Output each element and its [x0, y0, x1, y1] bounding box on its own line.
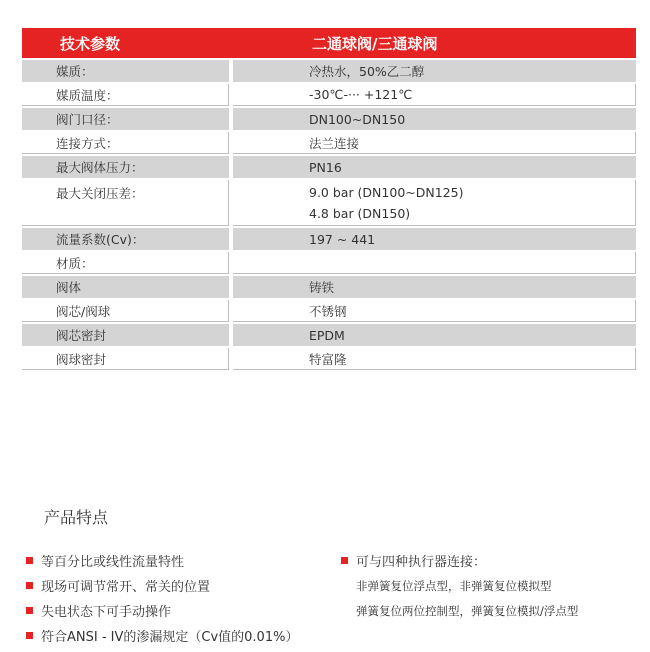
row-value [233, 180, 636, 226]
row-value [233, 252, 636, 274]
row-value: PN16 [233, 156, 636, 178]
table-row [22, 348, 636, 370]
table-row [22, 228, 636, 250]
row-label: 连接方式： [22, 132, 229, 154]
feature-text: 现场可调节常开、常关的位置 [41, 580, 211, 595]
features-right-list [341, 548, 578, 623]
row-value: -30℃-··· +121℃ [233, 84, 636, 106]
table-header [22, 28, 636, 58]
row-value-line1: 9.0 bar (DN100~DN125) [309, 184, 464, 200]
table-row [22, 84, 636, 106]
row-value: 法兰连接 [233, 132, 636, 154]
feature-heading: 可与四种执行器连接： [356, 555, 487, 570]
list-item [26, 548, 298, 573]
row-label: 最大关闭压差： [22, 180, 229, 226]
row-label: 阀门口径： [22, 108, 229, 130]
row-value: 铸铁 [233, 276, 636, 298]
row-value: DN100~DN150 [233, 108, 636, 130]
header-col-params: 技术参数 [60, 34, 121, 53]
feature-text: 符合ANSI - IV的渗漏规定（Cv值的0.01%） [41, 630, 299, 645]
row-label: 阀球密封 [22, 348, 229, 370]
header-col-valve-type: 二通球阀/三通球阀 [312, 34, 438, 53]
table-row [22, 324, 636, 346]
table-row [22, 60, 636, 82]
square-bullet-icon [341, 557, 348, 564]
square-bullet-icon [26, 582, 33, 589]
table-row [22, 132, 636, 154]
row-label: 媒质： [22, 60, 229, 82]
table-row [22, 108, 636, 130]
list-item [26, 623, 298, 648]
row-label: 材质： [22, 252, 229, 274]
spec-table [22, 28, 636, 370]
row-label: 媒质温度： [22, 84, 229, 106]
list-item [26, 598, 298, 623]
actuator-type-line: 非弹簧复位浮点型，非弹簧复位模拟型 [356, 578, 552, 593]
row-label: 阀体 [22, 276, 229, 298]
table-row [22, 156, 636, 178]
features-title: 产品特点 [44, 508, 109, 527]
list-item [341, 548, 578, 573]
table-row [22, 276, 636, 298]
features-left-list [26, 548, 298, 648]
actuator-type-line: 弹簧复位两位控制型，弹簧复位模拟/浮点型 [356, 603, 579, 618]
table-row [22, 180, 636, 226]
square-bullet-icon [26, 607, 33, 614]
feature-text: 失电状态下可手动操作 [41, 605, 172, 620]
square-bullet-icon [26, 632, 33, 639]
row-label: 流量系数(Cv)： [22, 228, 229, 250]
row-value: 特富隆 [233, 348, 636, 370]
feature-text: 等百分比或线性流量特性 [41, 555, 185, 570]
row-value: 冷热水，50%乙二醇 [233, 60, 636, 82]
row-label: 阀芯密封 [22, 324, 229, 346]
row-value: EPDM [233, 324, 636, 346]
row-label: 阀芯/阀球 [22, 300, 229, 322]
row-value: 197 ~ 441 [233, 228, 636, 250]
table-row [22, 252, 636, 274]
row-value: 不锈钢 [233, 300, 636, 322]
row-label: 最大阀体压力： [22, 156, 229, 178]
list-item [26, 573, 298, 598]
table-row [22, 300, 636, 322]
square-bullet-icon [26, 557, 33, 564]
row-value-line2: 4.8 bar (DN150) [309, 205, 411, 221]
